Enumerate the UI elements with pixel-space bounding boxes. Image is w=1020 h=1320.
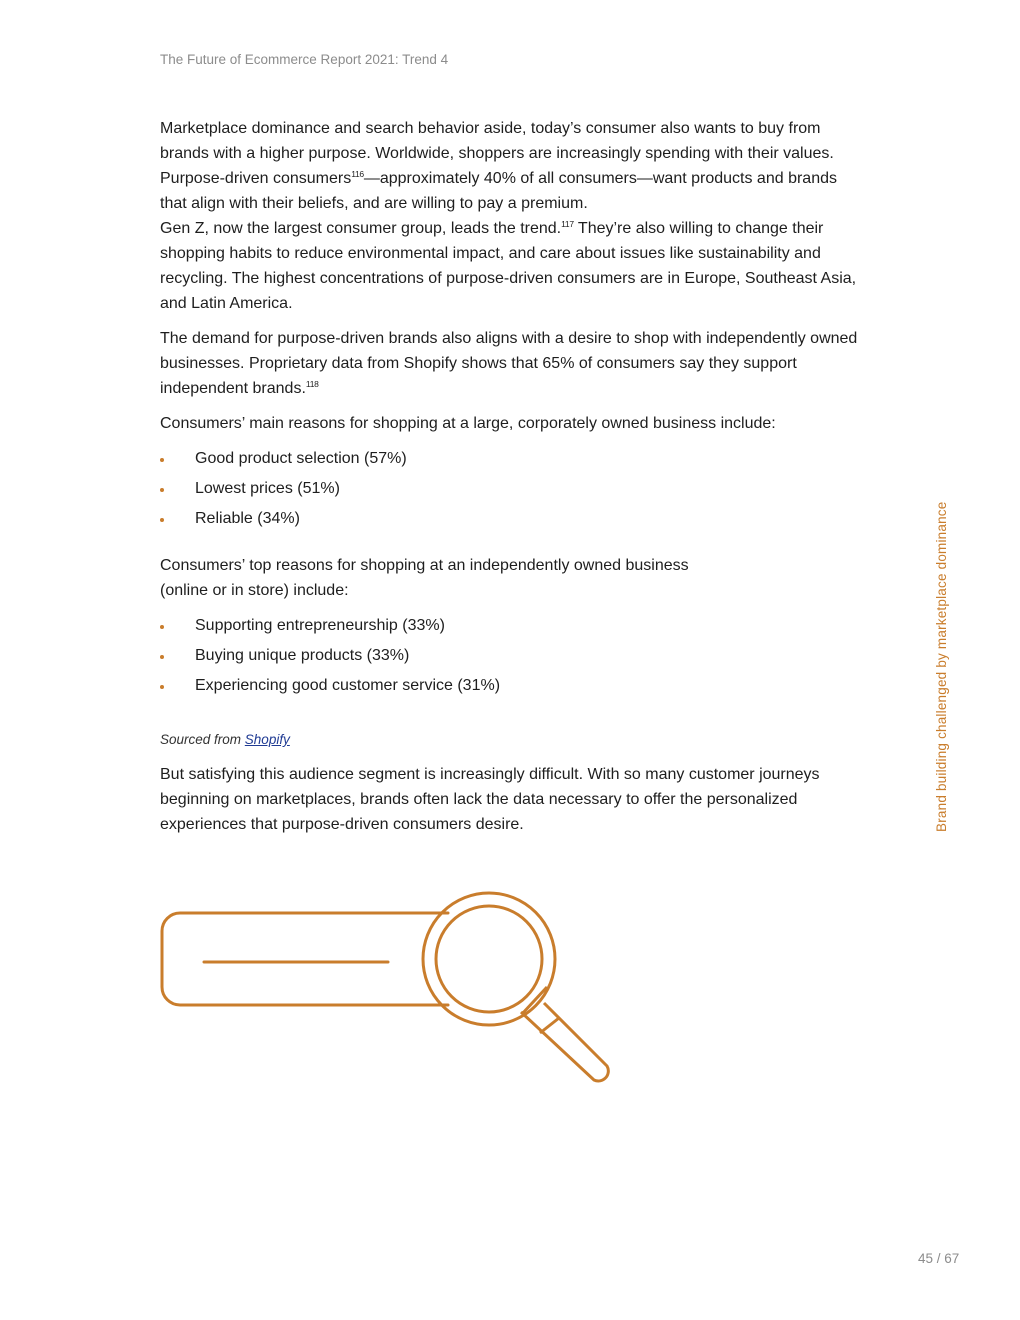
independent-business-reasons-list [160,613,860,703]
list-item: Supporting entrepreneurship (33%) [160,613,860,643]
section-side-label: Brand building challenged by marketplace dominance [934,501,949,832]
article-body [160,116,860,847]
list-item: Buying unique products (33%) [160,643,860,673]
bullet-dot-icon [160,685,164,689]
bullet-dot-icon [160,625,164,629]
search-bar-magnifier-icon [158,888,618,1092]
bullet-dot-icon [160,518,164,522]
shopify-source-link[interactable]: Shopify [244,732,290,747]
footnote-ref-118[interactable]: 118 [305,379,319,389]
list-item: Reliable (34%) [160,506,860,536]
footnote-ref-116[interactable]: 116 [351,169,364,179]
list-item: Lowest prices (51%) [160,476,860,506]
independent-business-intro: Consumers’ top reasons for shopping at an independently owned business (online or in store) include: [160,557,689,599]
list-item: Good product selection (57%) [160,446,860,476]
paragraph-purpose-driven: Marketplace dominance and search behavior aside, today’s consumer also wants to buy from brands with a higher purpose. Worldwide, shoppers are increasingly spending with their values. Purpose-driven consumers$^{116}$—approximately 40% of all consumers—want products and brands that align with their beliefs, and are willing to pay a premium. Gen Z, now the largest consumer group, leads the trend.$^{117}$ They’re also willing to change their shopping habits to reduce environmental impact, and care about issues like sustainability and recycling. The highest concentrations of purpose-driven consumers are in Europe, Southeast Asia, and Latin America. [160,120,857,312]
closing-paragraph: But satisfying this audience segment is increasingly difficult. With so many customer journeys beginning on marketplaces, brands often lack the data necessary to offer the personalized experiences that purpose-driven consumers desire. [160,766,820,833]
bullet-dot-icon [160,488,164,492]
large-business-intro: Consumers’ main reasons for shopping at a large, corporately owned business include: [160,415,776,432]
bullet-dot-icon [160,655,164,659]
page-number: 45 / 67 [918,1251,960,1266]
footnote-ref-117[interactable]: 117 [561,219,574,229]
source-note: Sourced from Shopify [160,732,290,747]
bullet-dot-icon [160,458,164,462]
running-header: The Future of Ecommerce Report 2021: Trend 4 [160,52,449,67]
paragraph-independent-brands: The demand for purpose-driven brands also aligns with a desire to shop with independently owned businesses. Proprietary data from Shopify shows that 65% of consumers say they support independent brands.$^{118}$ [160,330,858,397]
large-business-reasons-list [160,446,860,536]
list-item: Experiencing good customer service (31%) [160,673,860,703]
